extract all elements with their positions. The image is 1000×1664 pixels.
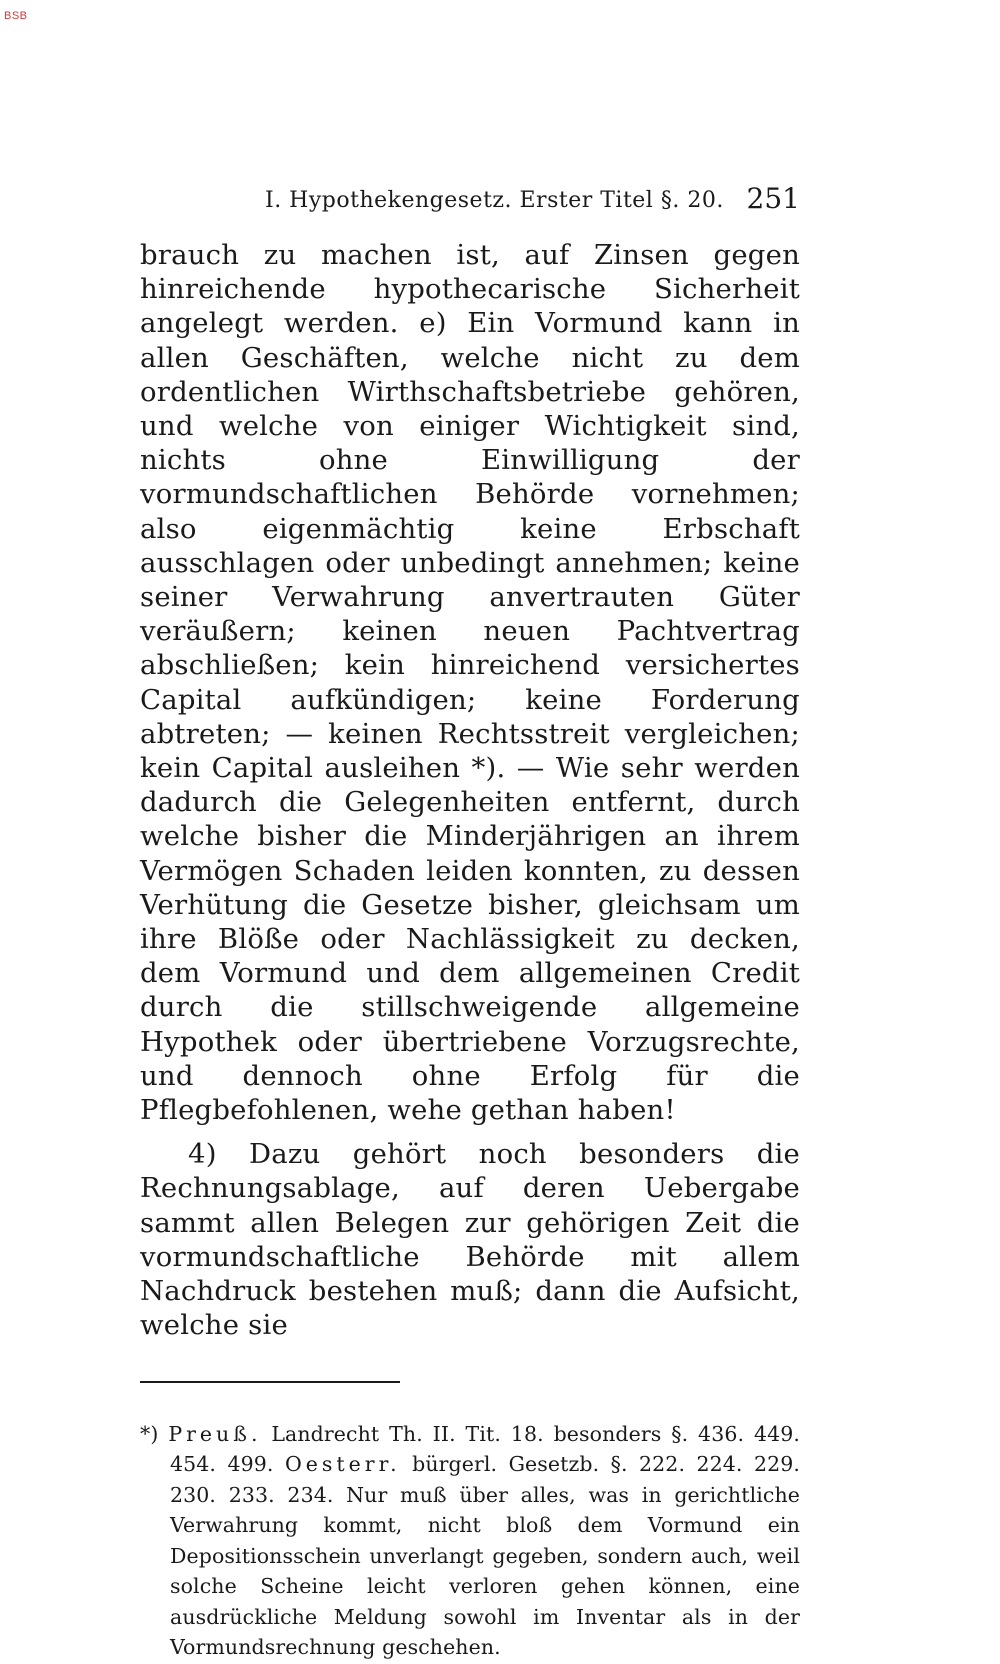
running-head <box>140 180 800 220</box>
paragraph-4: 4) Dazu gehört noch besonders die Rechnungsablage, auf deren Uebergabe sammt allen Belegen zur gehörigen Zeit die vormundschaftliche Behörde mit allem Nachdruck bestehen muß; dann die Aufsicht, welche sie <box>140 1138 800 1342</box>
page-number: 251 <box>746 182 800 215</box>
running-title: I. Hypothekengesetz. Erster Titel §. 20. <box>265 188 724 213</box>
footnote <box>140 1419 801 1663</box>
footnote-source-oesterr: Oesterr. <box>284 1452 401 1476</box>
footnote-text-2: bürgerl. Gesetzb. §. 222. 224. 229. 230. 233. 234. Nur muß über alles, was in gerichtliche Verwahrung kommt, nicht bloß dem Vormund ein Depositionsschein unverlangt gegeben, sondern auch, weil solche Scheine leicht verloren gehen können, eine ausdrückliche Meldung sowohl im Inventar als in der Vormundsrechnung geschehen. <box>170 1452 800 1659</box>
book-page <box>140 180 800 1663</box>
body-text <box>140 238 800 1343</box>
paragraph-continuation: brauch zu machen ist, auf Zinsen gegen hinreichende hypothecarische Sicherheit angelegt werden. e) Ein Vormund kann in allen Geschäften, welche nicht zu dem ordentlichen Wirthschaftsbetriebe gehören, und welche von einiger Wichtigkeit sind, nichts ohne Einwilligung der vormundschaftlichen Behörde vornehmen; also eigenmächtig keine Erbschaft ausschlagen oder unbedingt annehmen; keine seiner Verwahrung anvertrauten Güter veräußern; keinen neuen Pachtvertrag abschließen; kein hinreichend versichertes Capital aufkündigen; keine Forderung abtreten; — keinen Rechtsstreit vergleichen; kein Capital ausleihen *). — Wie sehr werden dadurch die Gelegenheiten entfernt, durch welche bisher die Minderjährigen an ihrem Vermögen Schaden leiden konnten, zu dessen Verhütung die Gesetze bisher, gleichsam um ihre Blöße oder Nachlässigkeit zu decken, dem Vormund und dem allgemeinen Credit durch die stillschweigende allgemeine Hypothek oder übertriebene Vorzugsrechte, und dennoch ohne Erfolg für die Pflegbefohlenen, wehe gethan haben! <box>140 239 800 1127</box>
footnote-divider <box>140 1381 400 1383</box>
footnote-source-preuss: Preuß. <box>168 1421 262 1446</box>
footnote-marker: *) <box>140 1421 159 1446</box>
library-stamp: BSB <box>4 10 28 22</box>
footnote-text-1: Landrecht Th. II. Tit. 18. besonders §. 436. 449. 454. 499. <box>170 1421 801 1476</box>
